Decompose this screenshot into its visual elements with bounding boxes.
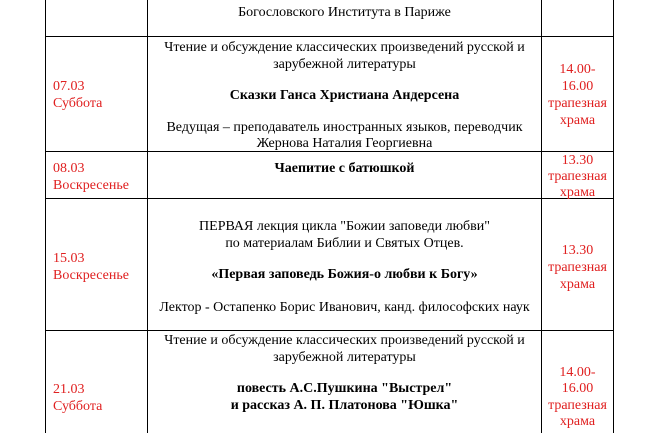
event-description-line: Богословского Института в Париже [238, 5, 451, 20]
event-title: Сказки Ганса Христиана Андерсена [229, 88, 460, 103]
table-border-right [613, 0, 614, 433]
table-border-left [45, 0, 46, 433]
row-divider [45, 198, 613, 199]
row-divider [45, 36, 613, 37]
event-title: «Первая заповедь Божия-о любви к Богу» [211, 267, 478, 282]
event-title: Чаепитие с батюшкой [274, 161, 415, 176]
event-presenter-line: Ведущая – преподаватель иностранных языков, переводчик [166, 120, 523, 135]
event-title-line: и рассказ А. П. Платонова "Юшка" [230, 398, 459, 413]
event-location-line: трапезная [548, 169, 607, 184]
event-date: 15.03 [53, 251, 85, 266]
event-time-line: 14.00- [559, 365, 596, 380]
event-time-line: 13.30 [561, 153, 594, 168]
event-location-line: храма [559, 185, 596, 200]
event-time-line: 16.00 [561, 381, 594, 396]
event-intro-line: зарубежной литературы [273, 57, 416, 72]
event-location-line: трапезная [548, 260, 607, 275]
event-title-line: повесть А.С.Пушкина "Выстрел" [236, 381, 453, 396]
event-intro-line: ПЕРВАЯ лекция цикла "Божии заповеди любви" [199, 219, 490, 234]
event-location-line: храма [559, 277, 596, 292]
event-location-line: трапезная [548, 96, 607, 111]
event-time-line: 16.00 [561, 79, 594, 94]
event-weekday: Воскресенье [53, 268, 129, 283]
event-location-line: храма [559, 414, 596, 429]
event-time-line: 13.30 [561, 243, 594, 258]
event-weekday: Воскресенье [53, 178, 129, 193]
event-date: 08.03 [53, 161, 85, 176]
event-intro-line: Чтение и обсуждение классических произведений русской и [164, 333, 525, 348]
event-time-line: 14.00- [559, 62, 596, 77]
row-divider [45, 330, 613, 331]
event-presenter-line: Лектор - Остапенко Борис Иванович, канд. философских наук [159, 300, 530, 315]
event-weekday: Суббота [53, 399, 103, 414]
event-intro-line: зарубежной литературы [273, 350, 416, 365]
event-intro-line: по материалам Библии и Святых Отцев. [225, 236, 464, 251]
event-date: 21.03 [53, 382, 85, 397]
event-weekday: Суббота [53, 96, 103, 111]
event-date: 07.03 [53, 79, 85, 94]
event-presenter-line: Жернова Наталия Георгиевна [256, 136, 433, 151]
event-location-line: трапезная [548, 398, 607, 413]
event-intro-line: Чтение и обсуждение классических произведений русской и [164, 40, 525, 55]
event-location-line: храма [559, 113, 596, 128]
